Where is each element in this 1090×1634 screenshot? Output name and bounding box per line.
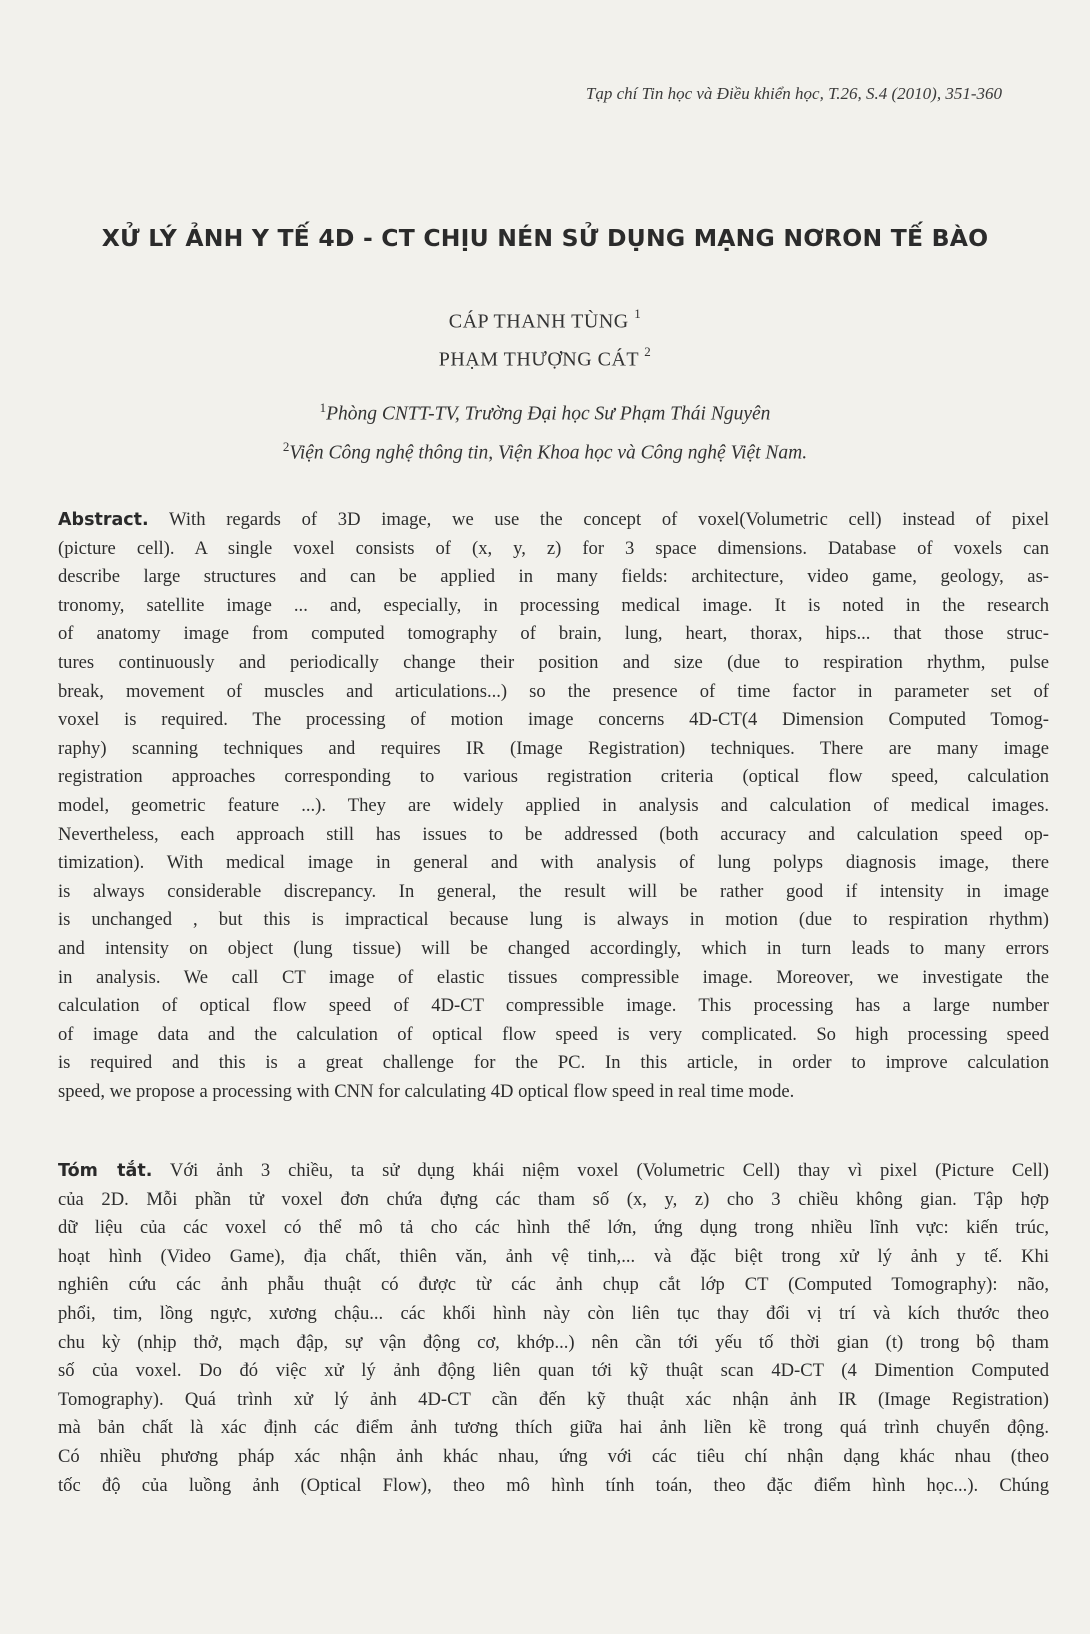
paragraph-line: hoạt hình (Video Game), địa chất, thiên văn, ảnh vệ tinh,... và đặc biệt trong xử lý ảnh y tế. Khi (58, 1245, 1049, 1267)
paragraph-line: phổi, tim, lồng ngực, xương chậu... các khối hình này còn liên tục thay đổi vị trí và kích thước theo (58, 1302, 1049, 1324)
paragraph-line: số của voxel. Do đó việc xử lý ảnh động liên quan tới kỹ thuật scan 4D-CT (4 Dimention Computed (58, 1360, 1049, 1382)
paragraph-line: chu kỳ (nhịp thở, mạch đập, sự vận động cơ, khớp...) nên cần tới yếu tố thời gian (t) trong bộ tham (58, 1331, 1049, 1353)
paragraph-line: của 2D. Mỗi phần tử voxel đơn chứa đựng các tham số (x, y, z) cho 3 chiều không gian. Tập hợp (58, 1188, 1049, 1210)
abstract-label: Abstract. (58, 510, 149, 530)
author-list (0, 300, 1090, 375)
paragraph-first-line (58, 1157, 1049, 1186)
paragraph-line: registration approaches corresponding to various registration criteria (optical flow speed, calculation (58, 766, 1049, 788)
paragraph-line: mà bản chất là xác định các điểm ảnh tương thích giữa hai ảnh liền kề trong quá trình chuyển động. (58, 1417, 1049, 1439)
paragraph-line: is unchanged , but this is impractical because lung is always in motion (due to respiration rhythm) (58, 909, 1049, 931)
paragraph-first-line (58, 506, 1049, 535)
paragraph-line: raphy) scanning techniques and requires IR (Image Registration) techniques. There are many image (58, 737, 1049, 759)
author-superscript: 1 (634, 306, 642, 321)
paragraph-line: Tomography). Quá trình xử lý ảnh 4D-CT cần đến kỹ thuật xác nhận ảnh IR (Image Registration) (58, 1388, 1049, 1410)
paragraph-line: of anatomy image from computed tomography of brain, lung, heart, thorax, hips... that those struc- (58, 623, 1049, 645)
paragraph-line: speed, we propose a processing with CNN for calculating 4D optical flow speed in real time mode. (58, 1080, 795, 1102)
abstract-paragraph (58, 506, 1049, 1106)
tomtat-label: Tóm tắt. (58, 1161, 153, 1181)
author-superscript: 2 (644, 343, 652, 359)
affiliation-text: Phòng CNTT-TV, Trường Đại học Sư Phạm Thái Nguyên (326, 403, 771, 425)
paragraph-line: tronomy, satellite image ... and, especially, in processing medical image. It is noted in the research (58, 594, 1049, 616)
paragraph-line: and intensity on object (lung tissue) will be changed accordingly, which in turn leads to many errors (58, 937, 1049, 959)
paragraph-line: calculation of optical flow speed of 4D-CT compressible image. This processing has a large number (58, 995, 1049, 1017)
paragraph-line-text: Với ảnh 3 chiều, ta sử dụng khái niệm voxel (Volumetric Cell) thay vì pixel (Picture Cell) (152, 1160, 1049, 1181)
affiliation-text: Viện Công nghệ thông tin, Viện Khoa học và Công nghệ Việt Nam. (289, 442, 808, 463)
paragraph-line: timization). With medical image in general and with analysis of lung polyps diagnosis image, there (58, 852, 1049, 874)
affiliation-2 (0, 431, 1090, 470)
tomtat-paragraph (58, 1157, 1049, 1500)
paragraph-line: Có nhiều phương pháp xác nhận ảnh khác nhau, ứng với các tiêu chí nhận dạng khác nhau (theo (58, 1445, 1049, 1467)
author-1 (0, 300, 1090, 338)
journal-header: Tạp chí Tin học và Điều khiển học, T.26, S.4 (2010), 351-360 (585, 84, 1002, 103)
paragraph-line: tốc độ của luồng ảnh (Optical Flow), theo mô hình tính toán, theo đặc điểm hình học...). Chúng (58, 1474, 1049, 1496)
paragraph-line: break, movement of muscles and articulations...) so the presence of time factor in parameter set of (58, 680, 1049, 702)
paragraph-line: model, geometric feature ...). They are widely applied in analysis and calculation of medical images. (58, 794, 1049, 816)
affiliation-superscript: 1 (319, 400, 327, 415)
affiliation-superscript: 2 (282, 438, 290, 454)
paragraph-line: is always considerable discrepancy. In general, the result will be rather good if intensity in image (58, 880, 1049, 902)
paragraph-line: nghiên cứu các ảnh phẫu thuật có được từ các ảnh chụp cắt lớp CT (Computed Tomography): não, (58, 1274, 1049, 1296)
author-name: PHẠM THƯỢNG CÁT (438, 348, 639, 371)
paragraph-line: tures continuously and periodically change their position and size (due to respiration rhythm, pulse (58, 651, 1049, 673)
affiliation-1 (0, 392, 1090, 431)
paragraph-line: dữ liệu của các voxel có thể mô tả cho các hình thể lớn, ứng dụng trong nhiều lĩnh vực: kiến trúc, (58, 1217, 1049, 1239)
paragraph-line: is required and this is a great challenge for the PC. In this article, in order to improve calculation (58, 1052, 1049, 1074)
author-2 (0, 338, 1090, 376)
paragraph-line: voxel is required. The processing of motion image concerns 4D-CT(4 Dimension Computed Tomog- (58, 709, 1049, 731)
paragraph-line: Nevertheless, each approach still has issues to be addressed (both accuracy and calculation speed op- (58, 823, 1049, 845)
affiliation-list (0, 392, 1090, 469)
paragraph-line: of image data and the calculation of optical flow speed is very complicated. So high processing speed (58, 1023, 1049, 1045)
author-name: CÁP THANH TÙNG (448, 310, 629, 333)
paragraph-line-text: With regards of 3D image, we use the concept of voxel(Volumetric cell) instead of pixel (148, 509, 1049, 530)
paragraph-line: describe large structures and can be applied in many fields: architecture, video game, geology, as- (58, 566, 1049, 588)
paragraph-line: in analysis. We call CT image of elastic tissues compressible image. Moreover, we investigate the (58, 966, 1049, 988)
paper-title: XỬ LÝ ẢNH Y TẾ 4D - CT CHỊU NÉN SỬ DỤNG MẠNG NƠRON TẾ BÀO (101, 224, 989, 252)
paragraph-line: (picture cell). A single voxel consists of (x, y, z) for 3 space dimensions. Database of voxels can (58, 537, 1049, 559)
